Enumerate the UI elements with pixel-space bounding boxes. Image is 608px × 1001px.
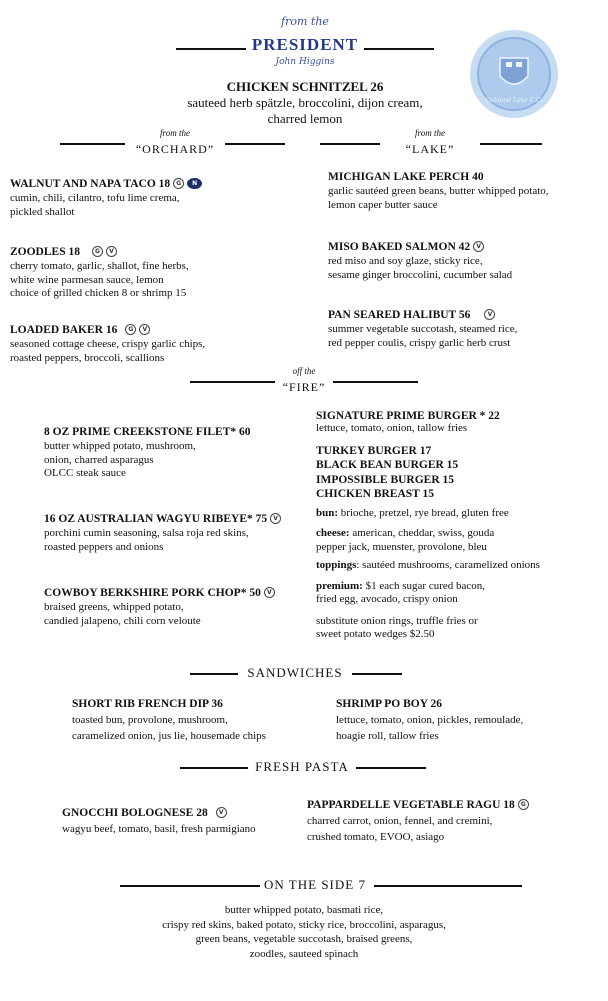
item-desc: lemon caper butter sauce	[328, 198, 438, 211]
header-name: John Higgins	[275, 57, 335, 67]
item-desc: cherry tomato, garlic, shallot, fine herbs,	[10, 260, 189, 272]
menu-item-zoodles	[10, 242, 300, 301]
featured-desc-2: charred lemon	[267, 111, 343, 126]
toppings-label: toppings	[316, 559, 357, 571]
item-desc: OLCC steak sauce	[44, 467, 126, 479]
svg-text:Oakland Lake C.C.: Oakland Lake C.C.	[485, 97, 543, 104]
item-desc: onion, charred asparagus	[44, 453, 154, 466]
item-title: PAPPARDELLE VEGETABLE RAGU 18	[307, 799, 515, 811]
item-desc: roasted peppers, broccoli, scallions	[10, 351, 165, 364]
header-title: PRESIDENT	[251, 35, 359, 54]
vegan-icon: V	[270, 513, 281, 524]
item-desc: choice of grilled chicken 8 or shrimp 15	[10, 287, 187, 299]
premium-label: premium:	[316, 579, 363, 592]
menu-item-shrimp-po-boy	[336, 694, 601, 744]
pasta-title: FRESH PASTA	[255, 759, 349, 774]
featured-desc-1: sauteed herb spätzle, broccolini, dijon cream,	[187, 95, 423, 110]
menu-item-wagyu-ribeye	[44, 509, 314, 554]
menu-item-miso-baked-salmon	[328, 237, 603, 282]
menu-item-prime-filet	[44, 422, 314, 481]
header-from: from the	[281, 15, 329, 28]
item-desc: toasted bun, provolone, mushroom,	[72, 714, 228, 726]
burger-option: BLACK BEAN BURGER 15	[316, 459, 459, 471]
item-desc: braised greens, whipped potato,	[44, 601, 184, 613]
signature-burger-title: SIGNATURE PRIME BURGER * 22	[316, 410, 500, 422]
vegan-icon: V	[139, 324, 150, 335]
item-desc: sesame ginger broccolini, cucumber salad	[328, 268, 513, 281]
item-desc: pickled shallot	[10, 205, 75, 218]
item-desc: roasted peppers and onions	[44, 540, 164, 553]
gluten-free-icon: G	[518, 799, 529, 810]
fire-title: “FIRE”	[282, 380, 326, 394]
burger-option: IMPOSSIBLE BURGER 15	[316, 473, 455, 486]
item-desc: butter whipped potato, mushroom,	[44, 440, 196, 452]
premium-options	[316, 580, 601, 594]
premium-values: $1 each sugar cured bacon,	[362, 579, 486, 592]
burger-option: CHICKEN BREAST 15	[316, 488, 435, 500]
item-title: 8 OZ PRIME CREEKSTONE FILET* 60	[44, 426, 251, 438]
bun-values: brioche, pretzel, rye bread, gluten free	[338, 506, 509, 519]
item-desc: red pepper coulis, crispy garlic herb crust	[328, 336, 511, 349]
side-list	[40, 903, 568, 961]
lake-title: “LAKE”	[405, 142, 455, 156]
signature-burger-desc: lettuce, tomato, onion, tallow fries	[316, 422, 468, 434]
burger-option: TURKEY BURGER 17	[316, 444, 432, 457]
orchard-from: from the	[160, 128, 190, 138]
menu-item-gnocchi-bolognese	[62, 803, 302, 837]
menu-item-loaded-baker	[10, 320, 300, 365]
gluten-free-icon: G	[173, 178, 184, 189]
vegan-icon: V	[106, 246, 117, 257]
vegan-icon: V	[473, 241, 484, 252]
bun-options	[316, 507, 601, 521]
bun-label: bun:	[316, 506, 339, 519]
item-desc: candied jalapeno, chili corn veloute	[44, 614, 201, 627]
item-title: SHRIMP PO BOY 26	[336, 698, 442, 710]
item-desc: crushed tomato, EVOO, asiago	[307, 831, 445, 843]
side-line: crispy red skins, baked potato, sticky rice, broccolini, asparagus,	[162, 918, 446, 931]
fire-from: off the	[292, 366, 316, 376]
item-title: 16 OZ AUSTRALIAN WAGYU RIBEYE* 75	[44, 513, 268, 525]
item-title: MISO BAKED SALMON 42	[328, 241, 471, 253]
menu-item-michigan-lake-perch	[328, 167, 603, 212]
vegan-icon: V	[264, 587, 275, 598]
sandwiches-title: SANDWICHES	[247, 665, 343, 680]
menu-item-pappardelle-ragu	[307, 795, 602, 845]
item-desc: cumin, chili, cilantro, tofu lime crema,	[10, 192, 180, 204]
item-desc: lettuce, tomato, onion, pickles, remoulade,	[336, 714, 524, 726]
gluten-free-icon: G	[92, 246, 103, 257]
side-line: zoodles, sauteed spinach	[249, 947, 359, 960]
cheese-values: american, cheddar, swiss, gouda	[349, 527, 495, 539]
item-desc: charred carrot, onion, fennel, and cremini,	[307, 815, 493, 827]
item-desc: red miso and soy glaze, sticky rice,	[328, 255, 483, 267]
vegan-icon: V	[484, 309, 495, 320]
menu-item-pan-seared-halibut	[328, 305, 603, 350]
item-title: GNOCCHI BOLOGNESE 28	[62, 807, 208, 819]
burger-section	[316, 410, 601, 642]
item-desc: caramelized onion, jus lie, housemade chips	[72, 730, 266, 742]
featured-title: CHICKEN SCHNITZEL 26	[226, 79, 384, 94]
item-title: SHORT RIB FRENCH DIP 36	[72, 698, 223, 710]
item-desc: porchini cumin seasoning, salsa roja red skins,	[44, 527, 249, 539]
substitute-note: substitute onion rings, truffle fries or	[316, 614, 478, 627]
premium-values-2: fried egg, avocado, crispy onion	[316, 593, 458, 605]
item-title: COWBOY BERKSHIRE PORK CHOP* 50	[44, 587, 261, 599]
item-title: WALNUT AND NAPA TACO 18	[10, 178, 171, 190]
orchard-title: “ORCHARD”	[135, 142, 215, 156]
item-desc: summer vegetable succotash, steamed rice,	[328, 323, 518, 335]
cheese-values-2: pepper jack, muenster, provolone, bleu	[316, 540, 487, 553]
menu-item-pork-chop	[44, 583, 314, 628]
nut-icon: N	[187, 178, 202, 189]
toppings-options	[316, 559, 601, 573]
item-desc: white wine parmesan sauce, lemon	[10, 273, 164, 286]
vegan-icon: V	[216, 807, 227, 818]
item-desc: wagyu beef, tomato, basil, fresh parmigiano	[62, 823, 256, 835]
item-desc: garlic sautéed green beans, butter whipped potato,	[328, 185, 549, 197]
cheese-label: cheese:	[316, 527, 350, 539]
item-title: ZOODLES 18	[10, 246, 80, 258]
item-title: MICHIGAN LAKE PERCH 40	[328, 171, 484, 183]
side-line: butter whipped potato, basmati rice,	[224, 904, 384, 916]
item-title: LOADED BAKER 16	[10, 324, 118, 336]
item-desc: hoagie roll, tallow fries	[336, 730, 439, 742]
cheese-options	[316, 527, 601, 541]
item-title: PAN SEARED HALIBUT 56	[328, 309, 471, 321]
lake-from: from the	[415, 128, 445, 138]
item-desc: seasoned cottage cheese, crispy garlic chips,	[10, 338, 206, 350]
menu-item-walnut-napa-taco	[10, 174, 300, 219]
side-line: green beans, vegetable succotash, braised greens,	[195, 933, 413, 945]
menu-item-short-rib-french-dip	[72, 694, 312, 744]
side-title: ON THE SIDE 7	[264, 877, 366, 892]
toppings-values: : sautéed mushrooms, caramelized onions	[356, 559, 540, 571]
gluten-free-icon: G	[125, 324, 136, 335]
substitute-note-2: sweet potato wedges $2.50	[316, 628, 435, 640]
